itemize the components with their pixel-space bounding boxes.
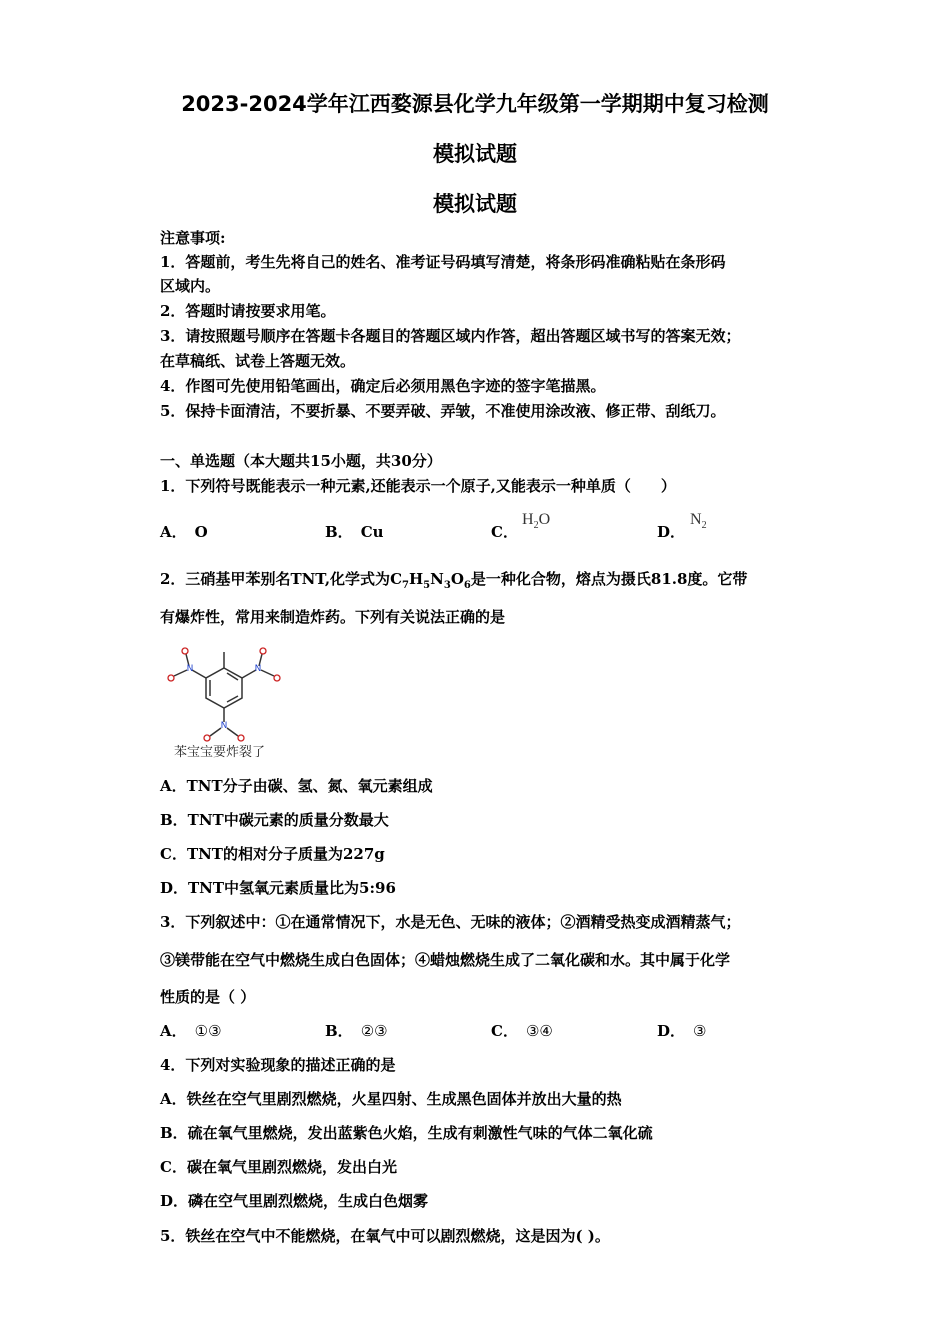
question-3-stem: 3．下列叙述中：①在通常情况下，水是无色、无味的液体；②酒精受热变成酒精蒸气； xyxy=(160,913,741,931)
q4-option-d: D．磷在空气里剧烈燃烧，生成白色烟雾 xyxy=(160,1192,429,1210)
question-4-stem: 4．下列对实验现象的描述正确的是 xyxy=(160,1056,396,1074)
q1-option-c xyxy=(491,522,518,542)
q1-option-a xyxy=(160,522,208,542)
q3-option-b xyxy=(325,1021,388,1041)
exam-title-line3: 模拟试题 xyxy=(433,192,517,216)
nitro-o-bond xyxy=(227,728,238,736)
notice-item: 在草稿纸、试卷上答题无效。 xyxy=(160,352,356,370)
option-label: A． xyxy=(160,1022,187,1040)
option-value: ②③ xyxy=(360,1022,388,1040)
q4-option-a: A．铁丝在空气里剧烈燃烧，火星四射、生成黑色固体并放出大量的热 xyxy=(160,1090,622,1108)
option-label: D． xyxy=(657,523,686,541)
oxygen-atom xyxy=(168,675,174,681)
notice-item: 区域内。 xyxy=(160,277,221,295)
stem-text: 2．三硝基甲苯别名TNT,化学式为 xyxy=(160,570,391,588)
exam-title-line1: 2023-2024学年江西婺源县化学九年级第一学期期中复习检测 xyxy=(181,92,769,116)
notice-heading: 注意事项: xyxy=(160,229,226,247)
formula-subscript: 2 xyxy=(701,520,707,532)
tnt-formula: $C_7H_5N_3O_6$ xyxy=(390,570,471,591)
option-label: C． xyxy=(491,523,518,541)
option-label: D． xyxy=(657,1022,686,1040)
option-label: B． xyxy=(325,523,353,541)
option-value: Cu xyxy=(360,523,384,541)
formula-element: O xyxy=(538,511,551,528)
oxygen-atom xyxy=(260,648,266,654)
option-label: B． xyxy=(325,1022,353,1040)
option-label: A． xyxy=(160,523,187,541)
nitrogen-atom: N xyxy=(254,664,262,674)
q2-option-d: D．TNT中氢氧元素质量比为5:96 xyxy=(160,879,396,897)
q1-formula-h2o xyxy=(522,511,550,531)
nitro-o-bond xyxy=(174,670,187,676)
q4-option-c: C．碳在氧气里剧烈燃烧，发出白光 xyxy=(160,1158,397,1176)
notice-item: 3．请按照题号顺序在答题卡各题目的答题区域内作答，超出答题区域书写的答案无效； xyxy=(160,327,741,345)
q2-option-b: B．TNT中碳元素的质量分数最大 xyxy=(160,811,389,829)
stem-text: 是一种化合物，熔点为摄氏81.8度。它带 xyxy=(470,570,748,588)
q3-option-d xyxy=(657,1021,706,1041)
q3-option-c xyxy=(491,1021,553,1041)
option-value: ①③ xyxy=(194,1022,222,1040)
question-3-stem-line2: ③镁带能在空气中燃烧生成白色固体；④蜡烛燃烧生成了二氧化碳和水。其中属于化学 xyxy=(160,951,731,969)
formula-element: H xyxy=(522,511,534,528)
molecule-caption: 苯宝宝要炸裂了 xyxy=(174,745,266,760)
question-2-stem xyxy=(160,569,747,596)
q1-formula-n2 xyxy=(690,511,707,531)
nitrogen-atom: N xyxy=(186,664,194,674)
option-value: O xyxy=(194,523,208,541)
exam-title-line2: 模拟试题 xyxy=(433,142,517,166)
q4-option-b: B．硫在氧气里燃烧，发出蓝紫色火焰，生成有刺激性气味的气体二氧化硫 xyxy=(160,1124,653,1142)
q1-option-b xyxy=(325,522,384,542)
option-value: ③④ xyxy=(525,1022,553,1040)
nitro-o-bond xyxy=(210,728,221,736)
formula-subscript: 2 xyxy=(533,520,539,532)
notice-item: 2．答题时请按要求用笔。 xyxy=(160,302,336,320)
formula-element: N xyxy=(690,511,702,528)
oxygen-atom xyxy=(274,675,280,681)
q3-option-a xyxy=(160,1021,222,1041)
question-2-stem-line2: 有爆炸性，常用来制造炸药。下列有关说法正确的是 xyxy=(160,608,506,626)
question-5-stem: 5．铁丝在空气中不能燃烧，在氧气中可以剧烈燃烧，这是因为( )。 xyxy=(160,1227,610,1245)
option-label: C． xyxy=(491,1022,518,1040)
option-value: ③ xyxy=(693,1022,707,1040)
section-heading: 一、单选题（本大题共15小题，共30分） xyxy=(160,452,442,470)
nitro-o-bond xyxy=(261,670,274,676)
q2-option-c: C．TNT的相对分子质量为227g xyxy=(160,845,385,863)
question-1-stem: 1．下列符号既能表示一种元素,还能表示一个原子,又能表示一种单质（ ） xyxy=(160,477,676,495)
nitro-bond xyxy=(192,670,206,678)
nitrogen-atom: N xyxy=(220,721,228,731)
notice-item: 1．答题前，考生先将自己的姓名、准考证号码填写清楚，将条形码准确粘贴在条形码 xyxy=(160,253,726,271)
notice-item: 4．作图可先使用铅笔画出，确定后必须用黑色字迹的签字笔描黑。 xyxy=(160,377,606,395)
oxygen-atom xyxy=(182,648,188,654)
q2-option-a: A．TNT分子由碳、氢、氮、氧元素组成 xyxy=(160,777,433,795)
notice-item: 5．保持卡面清洁，不要折暴、不要弄破、弄皱，不准使用涂改液、修正带、刮纸刀。 xyxy=(160,402,726,420)
question-3-stem-line3: 性质的是（ ） xyxy=(160,988,256,1006)
benzene-ring xyxy=(206,668,242,708)
q1-option-d xyxy=(657,522,685,542)
